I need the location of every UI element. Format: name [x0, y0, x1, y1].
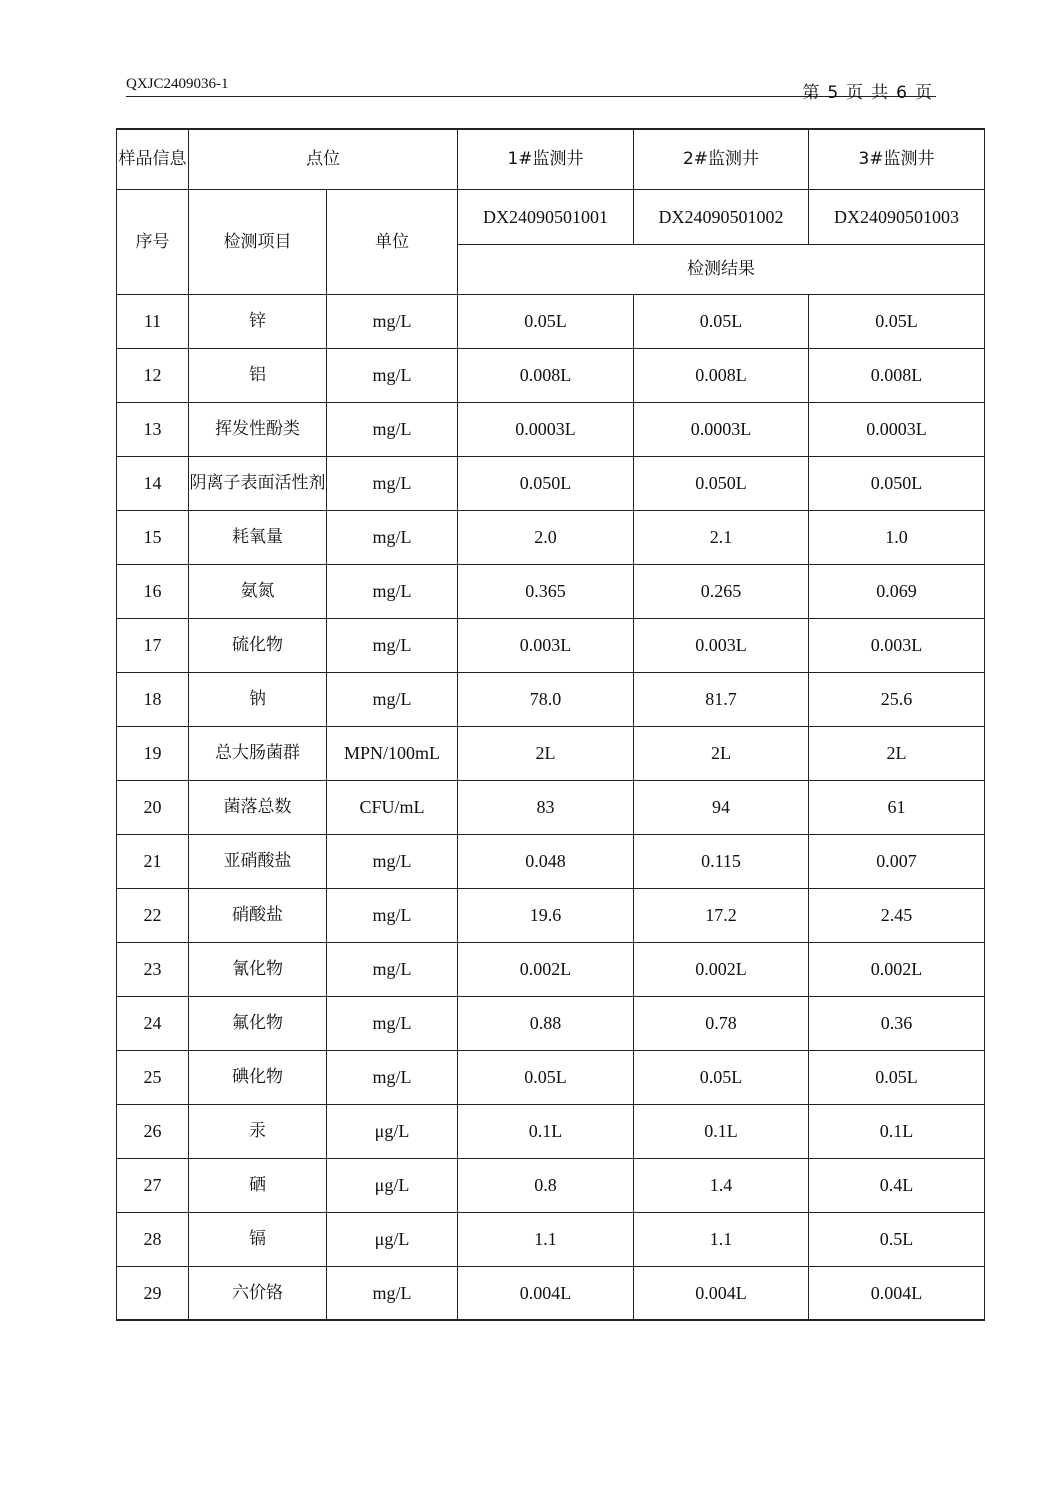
row-value-point-2: 1.4 — [634, 1158, 809, 1212]
row-value-point-2: 81.7 — [634, 672, 809, 726]
table-row — [117, 564, 985, 618]
table-row — [117, 1266, 985, 1320]
row-value-point-3: 0.36 — [809, 996, 985, 1050]
row-value-point-3: 0.05L — [809, 294, 985, 348]
row-value-point-2: 2.1 — [634, 510, 809, 564]
document-id: QXJC2409036-1 — [126, 76, 229, 92]
row-value-point-3: 0.050L — [809, 456, 985, 510]
page-label-di: 第 — [802, 83, 820, 103]
row-item: 六价铬 — [189, 1266, 327, 1320]
table-row — [117, 996, 985, 1050]
row-item: 氟化物 — [189, 996, 327, 1050]
row-value-point-1: 0.0003L — [458, 402, 634, 456]
row-unit: mg/L — [327, 996, 458, 1050]
point-2: 2#监测井 — [634, 129, 809, 189]
seq-label: 序号 — [117, 189, 189, 294]
row-unit: mg/L — [327, 888, 458, 942]
row-unit: MPN/100mL — [327, 726, 458, 780]
row-seq: 14 — [117, 456, 189, 510]
row-seq: 17 — [117, 618, 189, 672]
row-seq: 28 — [117, 1212, 189, 1266]
sample-id-3: DX24090501003 — [809, 189, 985, 244]
row-value-point-1: 0.8 — [458, 1158, 634, 1212]
result-label: 检测结果 — [458, 244, 985, 294]
row-item: 耗氧量 — [189, 510, 327, 564]
row-value-point-2: 0.05L — [634, 294, 809, 348]
row-value-point-3: 25.6 — [809, 672, 985, 726]
row-value-point-2: 0.115 — [634, 834, 809, 888]
row-value-point-3: 0.0003L — [809, 402, 985, 456]
row-seq: 16 — [117, 564, 189, 618]
table-row — [117, 1212, 985, 1266]
row-value-point-1: 0.365 — [458, 564, 634, 618]
row-value-point-3: 0.007 — [809, 834, 985, 888]
row-seq: 29 — [117, 1266, 189, 1320]
row-item: 硫化物 — [189, 618, 327, 672]
unit-label: 单位 — [327, 189, 458, 294]
table-row — [117, 1158, 985, 1212]
row-value-point-1: 2.0 — [458, 510, 634, 564]
row-value-point-2: 0.1L — [634, 1104, 809, 1158]
table-row — [117, 1104, 985, 1158]
row-unit: mg/L — [327, 510, 458, 564]
row-value-point-2: 0.0003L — [634, 402, 809, 456]
row-unit: mg/L — [327, 294, 458, 348]
row-seq: 12 — [117, 348, 189, 402]
item-label: 检测项目 — [189, 189, 327, 294]
row-seq: 24 — [117, 996, 189, 1050]
row-item: 汞 — [189, 1104, 327, 1158]
row-value-point-2: 0.265 — [634, 564, 809, 618]
row-seq: 25 — [117, 1050, 189, 1104]
row-item: 锌 — [189, 294, 327, 348]
row-value-point-2: 0.004L — [634, 1266, 809, 1320]
row-item: 总大肠菌群 — [189, 726, 327, 780]
row-value-point-3: 0.4L — [809, 1158, 985, 1212]
row-seq: 19 — [117, 726, 189, 780]
row-item: 镉 — [189, 1212, 327, 1266]
row-unit: mg/L — [327, 348, 458, 402]
sample-id-1: DX24090501001 — [458, 189, 634, 244]
row-seq: 22 — [117, 888, 189, 942]
row-unit: mg/L — [327, 456, 458, 510]
sample-id-2: DX24090501002 — [634, 189, 809, 244]
row-value-point-2: 1.1 — [634, 1212, 809, 1266]
row-value-point-1: 0.004L — [458, 1266, 634, 1320]
table-row — [117, 726, 985, 780]
row-item: 阴离子表面活性剂 — [189, 456, 327, 510]
row-value-point-3: 2L — [809, 726, 985, 780]
row-value-point-2: 0.05L — [634, 1050, 809, 1104]
row-unit: mg/L — [327, 618, 458, 672]
row-value-point-3: 2.45 — [809, 888, 985, 942]
row-unit: μg/L — [327, 1212, 458, 1266]
row-unit: μg/L — [327, 1158, 458, 1212]
table-row — [117, 888, 985, 942]
row-item: 钠 — [189, 672, 327, 726]
row-seq: 20 — [117, 780, 189, 834]
row-value-point-1: 0.1L — [458, 1104, 634, 1158]
row-value-point-1: 78.0 — [458, 672, 634, 726]
row-unit: CFU/mL — [327, 780, 458, 834]
row-seq: 15 — [117, 510, 189, 564]
page-total: 6 — [896, 83, 907, 103]
row-unit: mg/L — [327, 1050, 458, 1104]
results-table — [116, 128, 985, 1321]
point-label: 点位 — [189, 129, 458, 189]
row-value-point-3: 1.0 — [809, 510, 985, 564]
page-current: 5 — [827, 83, 839, 103]
row-item: 氨氮 — [189, 564, 327, 618]
point-3: 3#监测井 — [809, 129, 985, 189]
row-value-point-3: 0.1L — [809, 1104, 985, 1158]
table-row — [117, 672, 985, 726]
row-seq: 27 — [117, 1158, 189, 1212]
row-value-point-2: 0.050L — [634, 456, 809, 510]
row-value-point-2: 0.008L — [634, 348, 809, 402]
row-value-point-1: 19.6 — [458, 888, 634, 942]
row-value-point-3: 0.002L — [809, 942, 985, 996]
row-item: 氰化物 — [189, 942, 327, 996]
row-value-point-3: 0.004L — [809, 1266, 985, 1320]
table-row — [117, 510, 985, 564]
row-value-point-2: 2L — [634, 726, 809, 780]
row-item: 菌落总数 — [189, 780, 327, 834]
row-seq: 21 — [117, 834, 189, 888]
table-row — [117, 1050, 985, 1104]
table-row — [117, 456, 985, 510]
row-item: 挥发性酚类 — [189, 402, 327, 456]
table-row — [117, 942, 985, 996]
row-item: 亚硝酸盐 — [189, 834, 327, 888]
results-table-body — [117, 129, 985, 1320]
row-value-point-1: 0.002L — [458, 942, 634, 996]
row-value-point-3: 0.5L — [809, 1212, 985, 1266]
page-number — [798, 78, 936, 103]
row-value-point-1: 83 — [458, 780, 634, 834]
row-unit: mg/L — [327, 834, 458, 888]
row-value-point-1: 0.05L — [458, 294, 634, 348]
row-value-point-1: 0.05L — [458, 1050, 634, 1104]
header-row-points — [117, 129, 985, 189]
sample-info-label: 样品信息 — [117, 129, 189, 189]
row-unit: mg/L — [327, 672, 458, 726]
row-seq: 13 — [117, 402, 189, 456]
table-row — [117, 834, 985, 888]
point-1: 1#监测井 — [458, 129, 634, 189]
row-value-point-1: 0.048 — [458, 834, 634, 888]
page-label-ye2: 页 — [915, 83, 932, 103]
row-value-point-1: 0.88 — [458, 996, 634, 1050]
table-row — [117, 348, 985, 402]
row-item: 硝酸盐 — [189, 888, 327, 942]
row-unit: mg/L — [327, 1266, 458, 1320]
page-label-ye: 页 — [846, 83, 864, 103]
row-value-point-2: 17.2 — [634, 888, 809, 942]
row-seq: 23 — [117, 942, 189, 996]
table-row — [117, 294, 985, 348]
row-value-point-3: 0.003L — [809, 618, 985, 672]
row-value-point-1: 0.003L — [458, 618, 634, 672]
page-header — [126, 76, 936, 103]
header-row-sample-ids — [117, 189, 985, 244]
row-unit: mg/L — [327, 564, 458, 618]
row-value-point-2: 94 — [634, 780, 809, 834]
row-value-point-2: 0.002L — [634, 942, 809, 996]
row-seq: 18 — [117, 672, 189, 726]
table-row — [117, 780, 985, 834]
table-row — [117, 618, 985, 672]
row-unit: mg/L — [327, 942, 458, 996]
row-item: 铝 — [189, 348, 327, 402]
row-value-point-1: 0.050L — [458, 456, 634, 510]
row-item: 硒 — [189, 1158, 327, 1212]
row-value-point-3: 0.05L — [809, 1050, 985, 1104]
row-seq: 26 — [117, 1104, 189, 1158]
row-value-point-3: 0.008L — [809, 348, 985, 402]
row-unit: mg/L — [327, 402, 458, 456]
row-value-point-2: 0.003L — [634, 618, 809, 672]
row-value-point-2: 0.78 — [634, 996, 809, 1050]
row-seq: 11 — [117, 294, 189, 348]
table-row — [117, 402, 985, 456]
row-item: 碘化物 — [189, 1050, 327, 1104]
row-value-point-3: 61 — [809, 780, 985, 834]
row-value-point-1: 1.1 — [458, 1212, 634, 1266]
row-value-point-3: 0.069 — [809, 564, 985, 618]
row-value-point-1: 2L — [458, 726, 634, 780]
page-label-gong: 共 — [871, 83, 889, 103]
row-unit: μg/L — [327, 1104, 458, 1158]
row-value-point-1: 0.008L — [458, 348, 634, 402]
